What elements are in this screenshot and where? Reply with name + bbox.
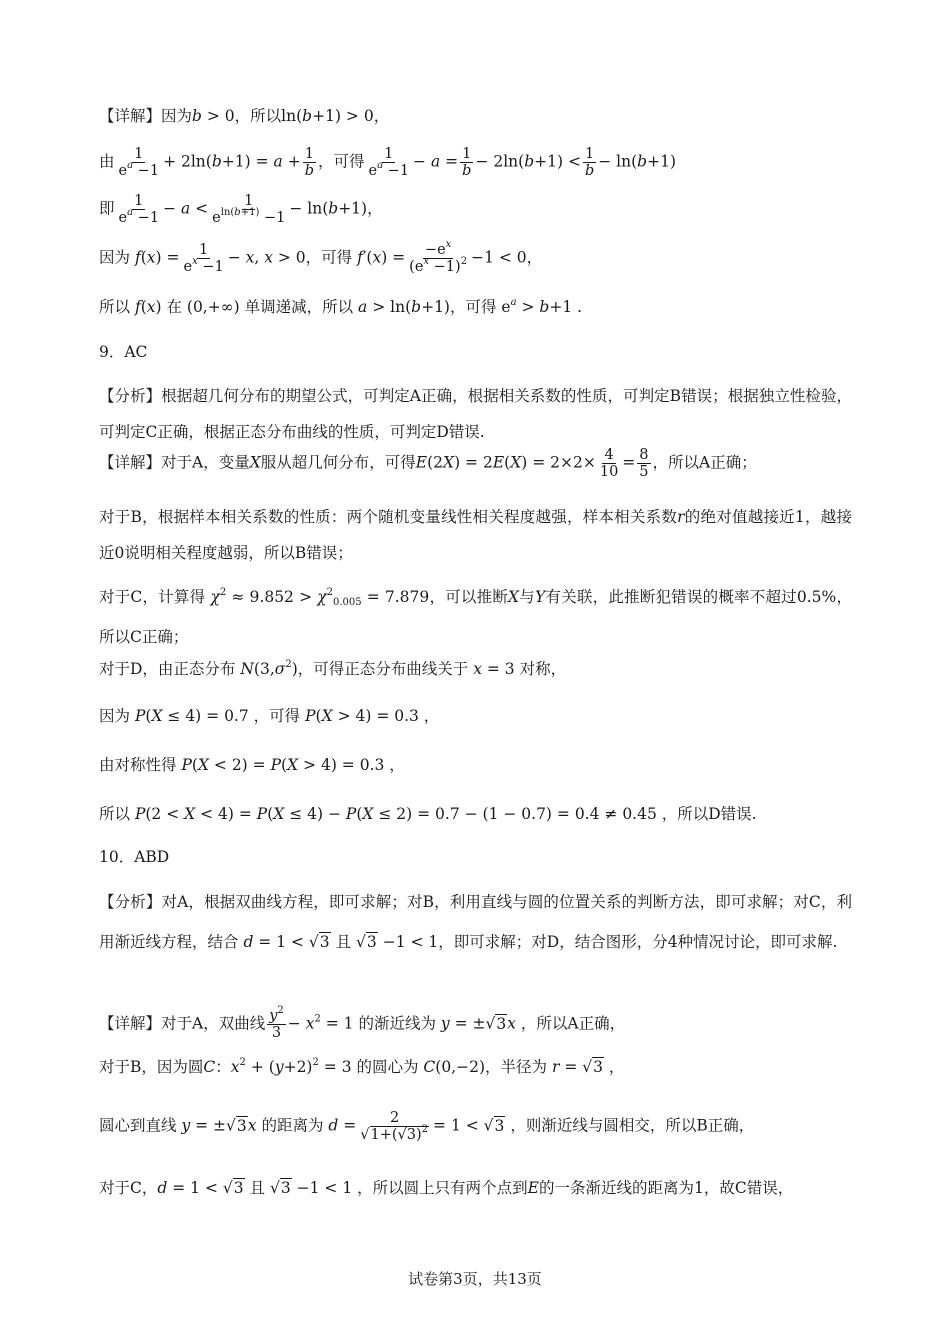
detail-10-c: 对于C，d = 1 < √3 且 √3 −1 < 1 ，所以圆上只有两个点到E的一条渐近线的距离为1，故C错误， [99,1179,794,1197]
detail-10-a: 【详解】对于A，双曲线 $\frac{y^2}{3}$ − $x^2 = 1$ 的渐近线为 y = ±√3x ，所以A正确， [99,1005,626,1042]
line-1: 【详解】因为b > 0，所以ln(b+1) > 0， [99,107,390,125]
detail-9-d2: 因为 P(X ≤ 4) = 0.7 ，可得 P(X > 4) = 0.3 ， [99,707,440,725]
detail-9-c: 对于C，计算得 $\chi^2 \approx 9.852 > \chi^2_{0.005} = 7.879$，可以推断X与Y有关联，此推断犯错误的概率不超过0.5%，所以C正确； [99,587,852,646]
detail-10-b: 对于B，因为圆C：$x^2 + (y+2)^2 = 3$ 的圆心为 C(0,−2)，半径为 r = √3 ， [99,1057,625,1076]
detail-10-b2: 圆心到直线 y = ±√3x 的距离为 d = $\frac{2}{√1+(√3)^2}$ = 1 < √3 ，则渐近线与圆相交，所以B正确， [99,1110,755,1144]
detail-9-a: 【详解】对于A，变量X服从超几何分布，可得E(2X) = 2E(X) = 2×2× $\frac{4}{10}$ = $\frac{8}{5}$ ，所以A正确； [99,447,757,481]
detail-9-d: 对于D，由正态分布 $N(3,\sigma^2)$，可得正态分布曲线关于 x = 3 对称， [99,659,567,678]
line-5: 所以 f(x) 在 (0,+∞) 单调递减，所以 a > ln(b+1)，可得 $e^a > b+1$ . [99,297,583,316]
detail-9-b: 对于B，根据样本相关系数的性质：两个随机变量线性相关程度越强，样本相关系数r的绝对值越接近1，越接近0说明相关程度越弱，所以B错误； [99,508,852,562]
detail-9-d3: 由对称性得 P(X < 2) = P(X > 4) = 0.3 ， [99,756,405,774]
detail-9-d4: 所以 P(2 < X < 4) = P(X ≤ 4) − P(X ≤ 2) = 0.7 − (1 − 0.7) = 0.4 ≠ 0.45 ，所以D错误. [99,805,757,823]
line-3: 即 $\frac{1}{e^a -1}$ − a < $\frac{1}{e^{ln(b+1)} -1}$ − ln(b+1)， [99,193,383,227]
line-2: 由 $\frac{1}{e^a -1}$ + 2ln(b+1) = a + $\frac{1}{b}$ ，可得 $\frac{1}{e^a -1}$ − a = $\frac{1}{b}$ − 2ln(b+1) < $\frac{1}{b}$ − ln(b+1) [99,146,676,180]
analysis-10: 【分析】对A，根据双曲线方程，即可求解；对B，利用直线与圆的位置关系的判断方法，即可求解；对C，利用渐近线方程，结合 d = 1 < √3 且 √3 −1 < 1，即可求解；对D，结合图形，分4种情况讨论，即可求解. [99,893,852,951]
answer-10: 10．ABD [99,848,170,866]
answer-9: 9．AC [99,343,148,361]
line-4: 因为 f(x) = $\frac{1}{e^x -1}$ − x, x > 0，可得 f′(x) = $\frac{-e^x}{(e^x -1)^2}$ −1 < 0， [99,239,543,276]
page-footer: 试卷第3页，共13页 [408,1270,542,1288]
analysis-9: 【分析】根据超几何分布的期望公式，可判定A正确，根据相关系数的性质，可判定B错误；根据独立性检验，可判定C正确，根据正态分布曲线的性质，可判定D错误. [99,387,852,441]
